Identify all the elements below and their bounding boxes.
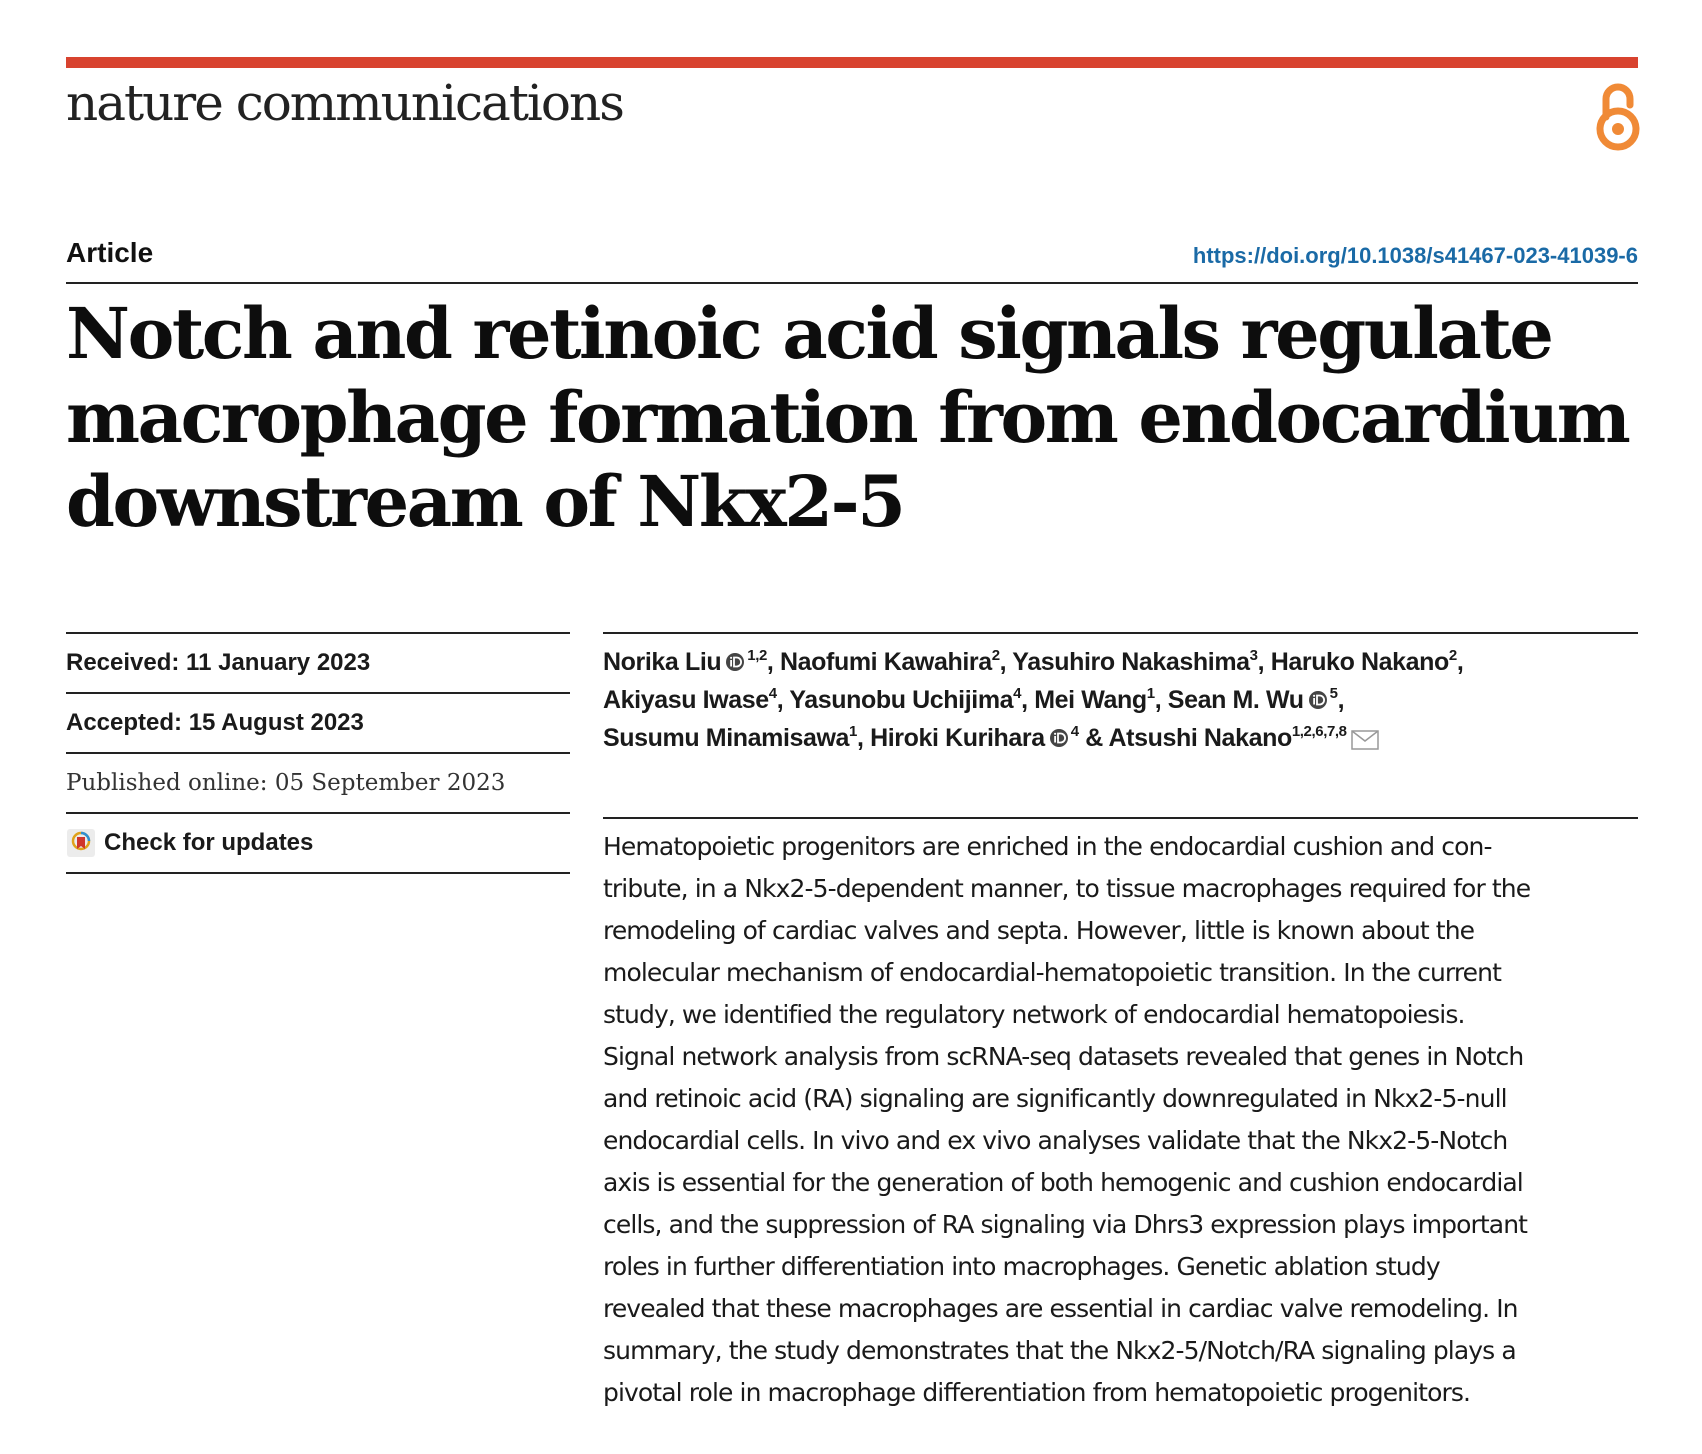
abstract-line: endocardial cells. In vivo and ex vivo analyses validate that the Nkx2-5-Notch	[603, 1126, 1508, 1155]
author[interactable]	[780, 648, 1000, 676]
orcid-icon[interactable]	[1049, 728, 1069, 748]
author-name: Norika Liu	[603, 648, 722, 676]
abstract-top-rule	[603, 817, 1638, 819]
author-affiliation-marker: 1,2,6,7,8	[1291, 723, 1347, 740]
author-affiliation-marker: 1	[849, 723, 857, 740]
received-text: Received: 11 January 2023	[66, 649, 371, 676]
author-separator: ,	[1021, 686, 1035, 714]
author-name: Susumu Minamisawa	[603, 724, 850, 752]
abstract-line: cells, and the suppression of RA signaling via Dhrs3 expression plays important	[603, 1210, 1528, 1239]
title-line: macrophage formation from endocardium	[66, 376, 1629, 459]
authors-top-rule	[603, 632, 1638, 634]
abstract-line: molecular mechanism of endocardial-hematopoietic transition. In the current	[603, 958, 1502, 987]
author-name: Atsushi Nakano	[1108, 724, 1292, 752]
published-date	[66, 754, 570, 814]
author[interactable]	[603, 724, 857, 752]
doi-link[interactable]: https://doi.org/10.1038/s41467-023-41039-6	[1192, 243, 1638, 268]
author-affiliation-marker: 3	[1249, 647, 1258, 664]
abstract	[603, 826, 1643, 1414]
article-title	[66, 292, 1638, 544]
author-separator: ,	[1337, 686, 1345, 714]
author-name: Naofumi Kawahira	[780, 648, 992, 676]
author-line	[603, 681, 1643, 719]
author-affiliation-marker: 5	[1329, 685, 1338, 702]
author-affiliation-marker: 4	[768, 685, 777, 702]
author[interactable]	[789, 686, 1021, 714]
envelope-icon[interactable]	[1351, 730, 1379, 750]
title-line: downstream of Nkx2-5	[66, 460, 904, 543]
author-name: Yasunobu Uchijima	[789, 686, 1014, 714]
author-separator: ,	[766, 648, 780, 676]
author-separator: ,	[857, 724, 871, 752]
abstract-line: summary, the study demonstrates that the Nkx2-5/Notch/RA signaling plays a	[603, 1336, 1516, 1365]
received-date	[66, 634, 570, 694]
author[interactable]	[603, 686, 777, 714]
header-rule	[66, 282, 1638, 284]
article-dates	[66, 634, 570, 874]
abstract-line: tribute, in a Nkx2-5-dependent manner, to tissue macrophages required for the	[603, 874, 1531, 903]
open-access-icon	[1594, 77, 1642, 153]
accepted-date	[66, 694, 570, 754]
abstract-line: roles in further differentiation into macrophages. Genetic ablation study	[603, 1252, 1440, 1281]
author-affiliation-marker: 4	[1070, 723, 1079, 740]
author-separator: ,	[999, 648, 1013, 676]
author-name: Mei Wang	[1034, 686, 1147, 714]
abstract-line: axis is essential for the generation of both hemogenic and cushion endocardial	[603, 1168, 1523, 1197]
author-line	[603, 643, 1643, 681]
author-separator: ,	[1257, 648, 1271, 676]
author-affiliation-marker: 2	[1448, 647, 1457, 664]
journal-name[interactable]: nature communications	[66, 74, 623, 132]
author-affiliation-marker: 2	[991, 647, 1000, 664]
accepted-text: Accepted: 15 August 2023	[66, 709, 364, 736]
author[interactable]	[1108, 724, 1378, 752]
author[interactable]	[870, 724, 1079, 752]
abstract-line: and retinoic acid (RA) signaling are significantly downregulated in Nkx2-5-null	[603, 1084, 1507, 1113]
journal-accent-bar	[66, 57, 1638, 68]
orcid-icon[interactable]	[1308, 690, 1328, 710]
author-separator: ,	[776, 686, 790, 714]
abstract-line: Signal network analysis from scRNA-seq datasets revealed that genes in Notch	[603, 1042, 1524, 1071]
author-name: Akiyasu Iwase	[603, 686, 769, 714]
article-type: Article	[66, 237, 154, 268]
author-name: Sean M. Wu	[1167, 686, 1304, 714]
author[interactable]	[603, 648, 767, 676]
check-for-updates-button[interactable]	[66, 814, 570, 874]
abstract-line: pivotal role in macrophage differentiation from hematopoietic progenitors.	[603, 1378, 1471, 1407]
author-line	[603, 719, 1643, 757]
title-line: Notch and retinoic acid signals regulate	[66, 292, 1552, 375]
check-for-updates-label: Check for updates	[104, 829, 314, 856]
author-affiliation-marker: 1,2	[747, 647, 767, 664]
author-separator: ,	[1456, 648, 1464, 676]
published-text: Published online: 05 September 2023	[66, 770, 506, 796]
abstract-line: study, we identified the regulatory network of endocardial hematopoiesis.	[603, 1000, 1465, 1029]
author-separator: &	[1078, 724, 1109, 752]
author[interactable]	[1012, 648, 1257, 676]
orcid-icon[interactable]	[725, 652, 745, 672]
crossmark-icon	[66, 828, 96, 858]
author[interactable]	[1271, 648, 1457, 676]
author-separator: ,	[1154, 686, 1168, 714]
abstract-line: revealed that these macrophages are essential in cardiac valve remodeling. In	[603, 1294, 1518, 1323]
author-name: Hiroki Kurihara	[870, 724, 1045, 752]
author-list	[603, 643, 1643, 757]
author-affiliation-marker: 4	[1013, 685, 1022, 702]
author[interactable]	[1168, 686, 1338, 714]
author[interactable]	[1034, 686, 1155, 714]
abstract-line: remodeling of cardiac valves and septa. However, little is known about the	[603, 916, 1475, 945]
author-affiliation-marker: 1	[1146, 685, 1155, 702]
author-name: Yasuhiro Nakashima	[1012, 648, 1250, 676]
author-name: Haruko Nakano	[1270, 648, 1449, 676]
abstract-line: Hematopoietic progenitors are enriched in the endocardial cushion and con-	[603, 832, 1492, 861]
